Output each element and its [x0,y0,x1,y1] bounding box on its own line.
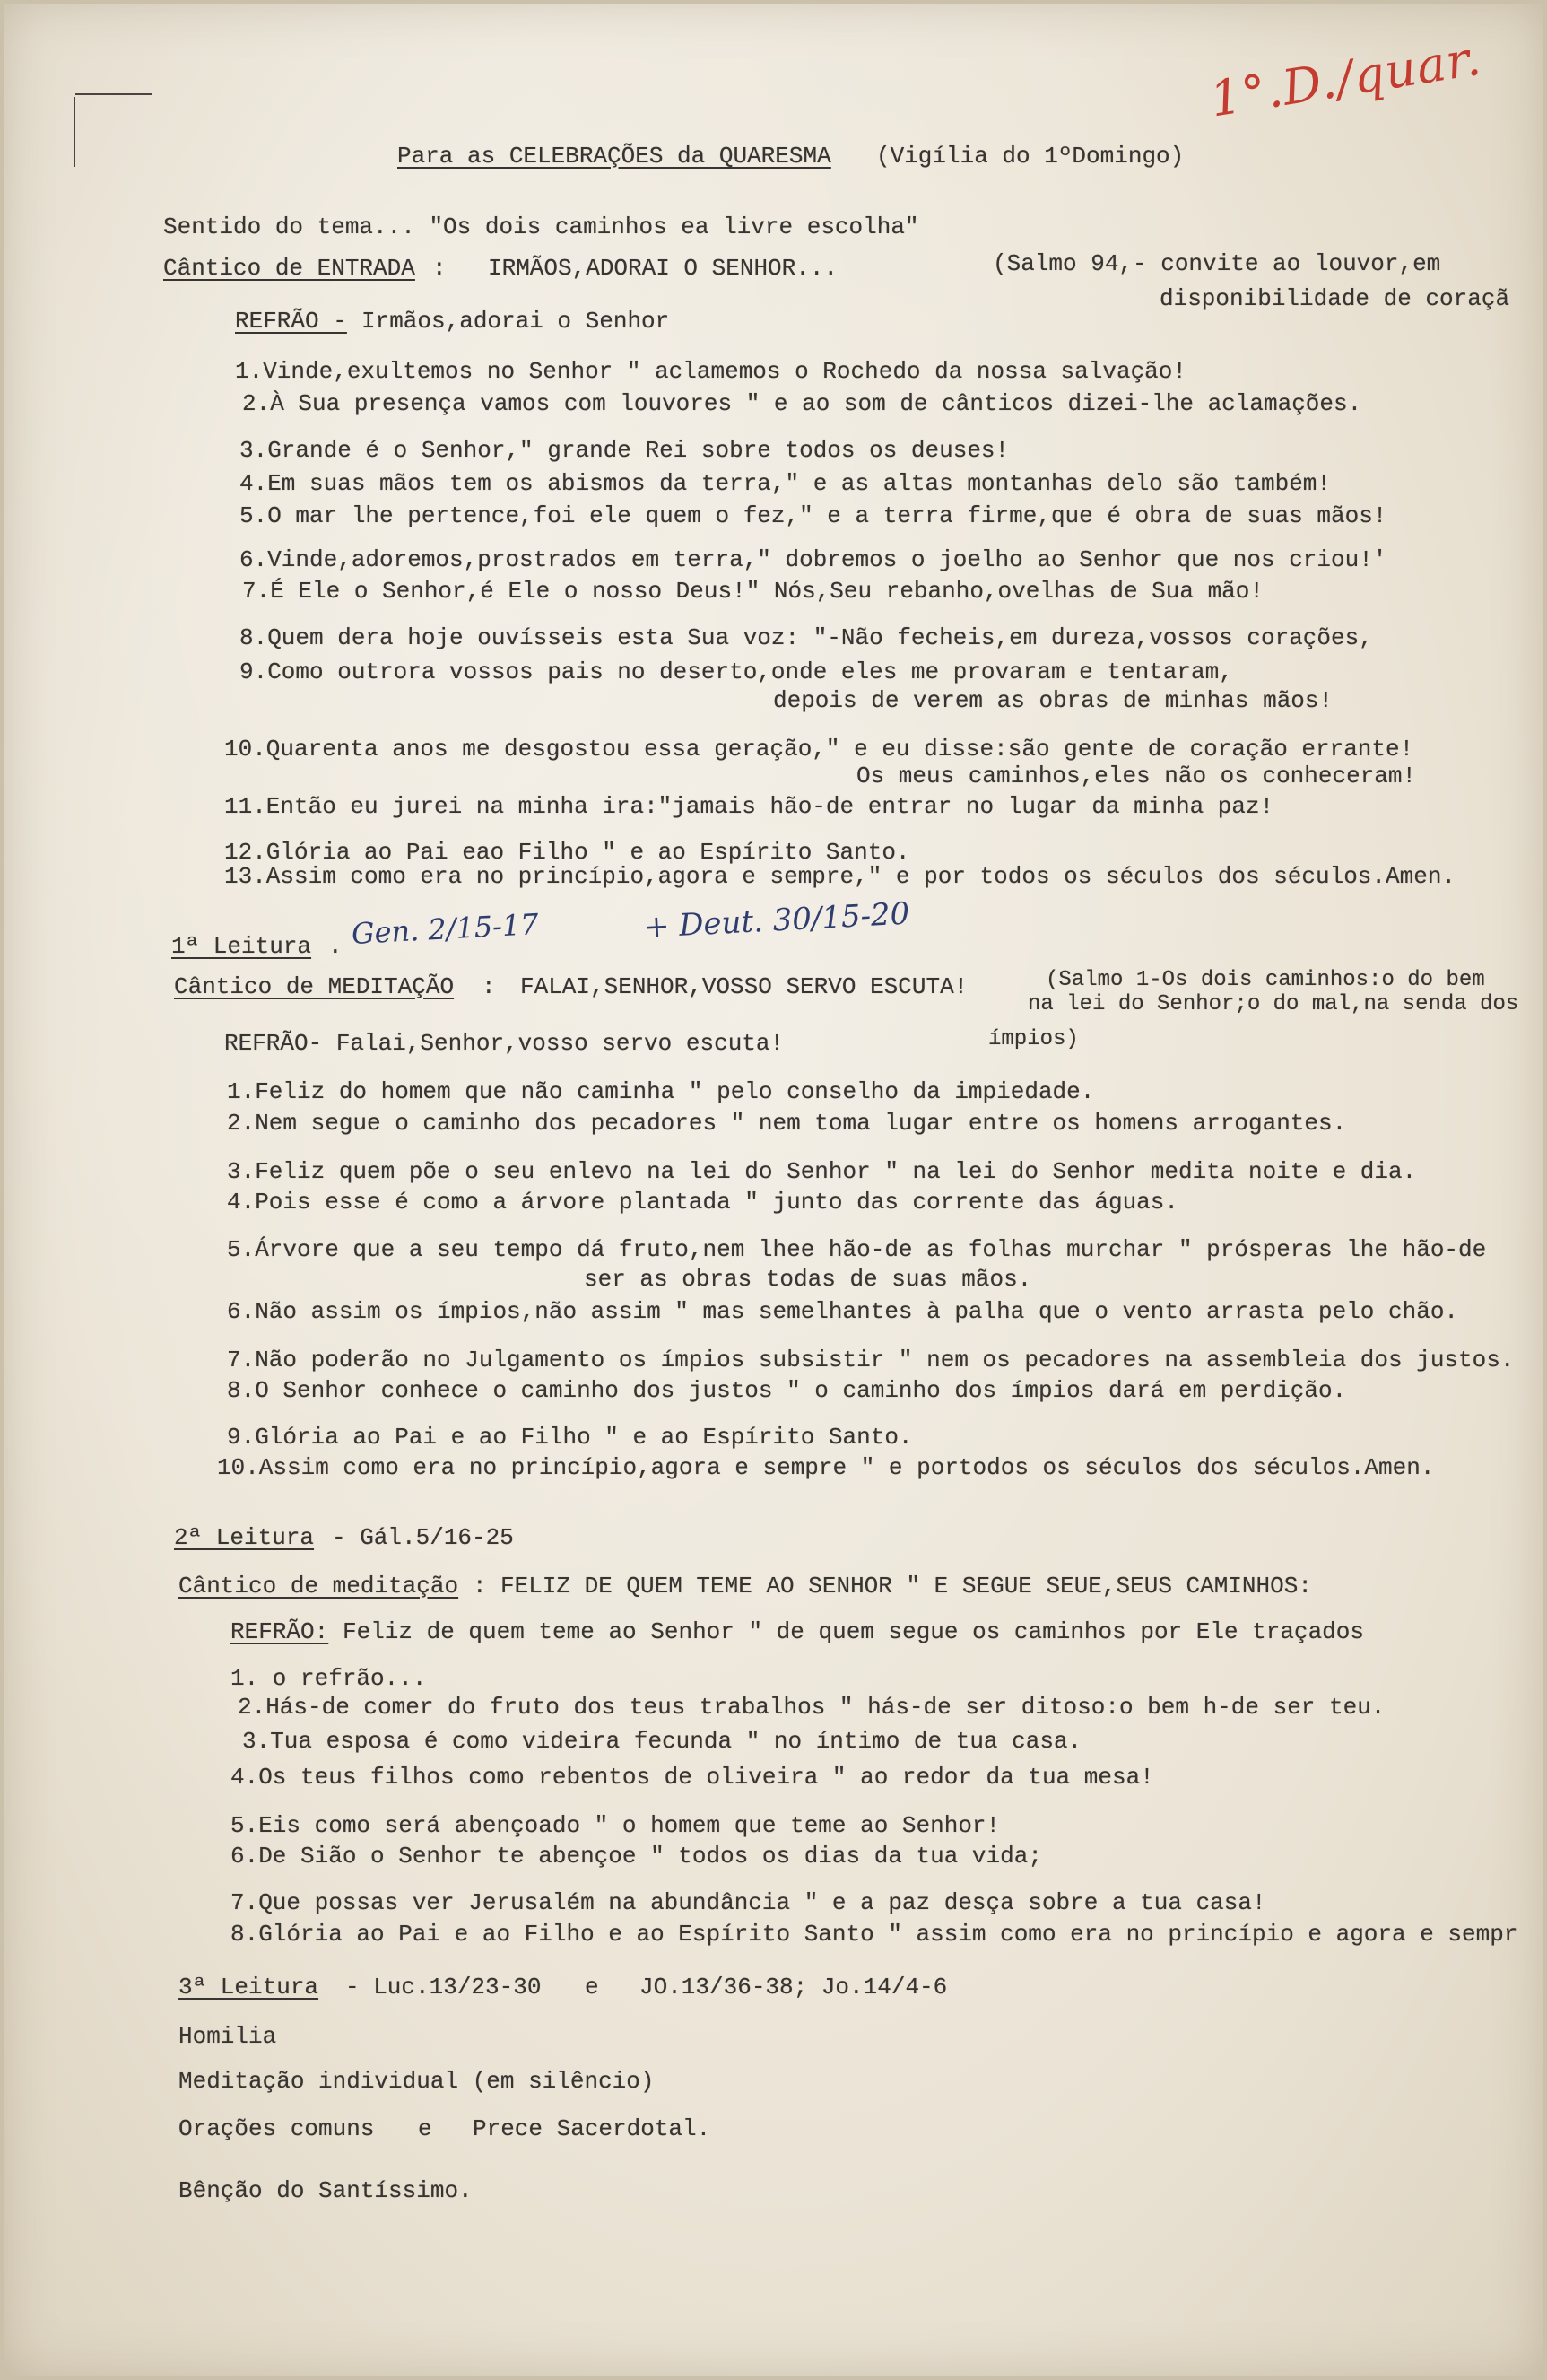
meditacao-note-line3: ímpios) [988,1027,1079,1051]
meditacao-verse-line: 2.Nem segue o caminho dos pecadores " nem toma lugar entre os homens arrogantes. [227,1110,1347,1137]
closing-prayers-end: Prece Sacerdotal. [473,2115,711,2142]
entrada-verse-line: 9.Como outrora vossos pais no deserto,onde eles me provaram e tentaram, [239,658,1233,685]
meditacao-verse-line: 7.Não poderão no Julgamento os ímpios subsistir " nem os pecadores na assembleia dos justos. [227,1347,1515,1373]
meditacao2-refrain-text: Feliz de quem teme ao Senhor " de quem segue os caminhos por Ele traçados [343,1618,1364,1645]
entrada-verse-line: 1.Vinde,exultemos no Senhor " aclamemos o Rochedo da nossa salvação! [235,358,1186,385]
entrada-verse-continuation: Os meus caminhos,eles não os conheceram! [856,763,1417,789]
entrada-verse-line: 8.Quem dera hoje ouvísseis esta Sua voz: "-Não fecheis,em dureza,vossos corações, [239,624,1373,651]
meditacao2-verse-line: 7.Que possas ver Jerusalém na abundância " e a paz desça sobre a tua casa! [230,1889,1266,1916]
entrada-note-line2: disponibilidade de coraçã [1160,285,1510,312]
meditacao2-song-title: FELIZ DE QUEM TEME AO SENHOR " E SEGUE SEUE,SEUS CAMINHOS: [500,1573,1312,1600]
reading3-label: 3ª Leitura [178,1974,319,2001]
meditacao2-verse-line: 2.Hás-de comer do fruto dos teus trabalhos " hás-de ser ditoso:o bem h-de ser teu. [238,1694,1386,1721]
closing-homily: Homilia [178,2023,277,2050]
closing-meditation: Meditação individual (em silêncio) [178,2068,655,2095]
meditacao-song-title: FALAI,SENHOR,VOSSO SERVO ESCUTA! [520,973,969,1000]
entrada-note-line1: (Salmo 94,- convite ao louvor,em [993,250,1441,277]
reading3-ref1: - Luc.13/23-30 [345,1974,542,2001]
entrada-refrain-text: Irmãos,adorai o Senhor [361,308,670,335]
closing-prayers-conjunction: e [418,2115,432,2142]
closing-blessing: Bênção do Santíssimo. [178,2177,473,2204]
document-title: Para as CELEBRAÇÕES da QUARESMA [397,143,831,170]
meditacao-refrain: REFRÃO- Falai,Senhor,vosso servo escuta! [224,1030,785,1057]
reading1-label: 1ª Leitura [171,933,312,960]
meditacao2-refrain-label: REFRÃO: [230,1618,329,1645]
meditacao2-heading: Cântico de meditação [178,1573,459,1600]
meditacao-verse-line: 1.Feliz do homem que não caminha " pelo conselho da impiedade. [227,1078,1095,1105]
vigil-subtitle: (Vigília do 1ºDomingo) [876,143,1185,170]
closing-prayers: Orações comuns [178,2115,375,2142]
entrada-refrain-label: REFRÃO - [235,308,347,335]
margin-mark-vertical [74,97,75,167]
meditacao-verse-line: 9.Glória ao Pai e ao Filho " e ao Espírito Santo. [227,1424,913,1451]
entrada-verse-line: 6.Vinde,adoremos,prostrados em terra," dobremos o joelho ao Senhor que nos criou!' [239,546,1387,573]
reading2-label: 2ª Leitura [174,1524,315,1551]
meditacao2-verse-line: 8.Glória ao Pai e ao Filho e ao Espírito Santo " assim como era no princípio e agora e sempr [230,1921,1518,1948]
meditacao-verse-line: 4.Pois esse é como a árvore plantada " junto das corrente das águas. [227,1189,1178,1216]
reading3-conjunction: e [585,1974,599,2001]
entrada-separator: : [432,255,447,282]
reading2-ref: - Gál.5/16-25 [332,1524,514,1551]
handwritten-corner-note: 1°.D./quar. [1206,29,1486,128]
meditacao2-verse-line: 6.De Sião o Senhor te abençoe " todos os dias da tua vida; [230,1843,1042,1870]
meditacao2-verse-line: 4.Os teus filhos como rebentos de oliveira " ao redor da tua mesa! [230,1764,1154,1791]
entrada-verse-line: 13.Assim como era no princípio,agora e sempre," e por todos os séculos dos séculos.Amen. [224,863,1456,890]
theme-line: Sentido do tema... "Os dois caminhos ea livre escolha" [163,214,919,240]
meditacao-verse-continuation: ser as obras todas de suas mãos. [584,1266,1032,1293]
meditacao-verse-line: 10.Assim como era no princípio,agora e sempre " e portodos os séculos dos séculos.Amen. [217,1454,1435,1481]
meditacao-separator: : [482,973,496,1000]
reading1-dot: . [328,933,343,960]
entrada-verse-line: 12.Glória ao Pai eao Filho " e ao Espírito Santo. [224,839,910,866]
meditacao2-separator: : [473,1573,487,1600]
meditacao-heading: Cântico de MEDITAÇÃO [174,973,455,1000]
meditacao-verse-line: 8.O Senhor conhece o caminho dos justos " o caminho dos ímpios dará em perdição. [227,1377,1347,1404]
meditacao2-verse-line: 5.Eis como será abençoado " o homem que teme ao Senhor! [230,1812,1001,1839]
margin-mark-horizontal [75,93,152,95]
meditacao-note-line1: (Salmo 1-Os dois caminhos:o do bem [1046,968,1485,992]
reading1-handwritten-ref2: + Deut. 30/15-20 [642,895,911,946]
meditacao-verse-line: 5.Árvore que a seu tempo dá fruto,nem lhee hão-de as folhas murchar " prósperas lhe hão-de [227,1236,1487,1263]
meditacao-note-line2: na lei do Senhor;o do mal,na senda dos [1028,992,1519,1016]
entrada-verse-continuation: depois de verem as obras de minhas mãos! [773,687,1334,714]
entrada-verse-line: 4.Em suas mãos tem os abismos da terra," e as altas montanhas delo são também! [239,470,1331,497]
entrada-song-title: IRMÃOS,ADORAI O SENHOR... [488,255,839,282]
entrada-verse-line: 5.O mar lhe pertence,foi ele quem o fez," e a terra firme,que é obra de suas mãos! [239,502,1387,529]
entrada-verse-line: 3.Grande é o Senhor," grande Rei sobre todos os deuses! [239,437,1010,464]
entrada-verse-line: 10.Quarenta anos me desgostou essa geração," e eu disse:são gente de coração errante! [224,736,1414,763]
meditacao2-verse-line: 1. o refrão... [230,1665,427,1692]
reading1-handwritten-ref1: Gen. 2/15-17 [351,907,540,951]
meditacao-verse-line: 3.Feliz quem põe o seu enlevo na lei do Senhor " na lei do Senhor medita noite e dia. [227,1158,1417,1185]
entrada-verse-line: 2.À Sua presença vamos com louvores " e ao som de cânticos dizei-lhe aclamações. [242,390,1362,417]
entrada-heading: Cântico de ENTRADA [163,255,415,282]
entrada-verse-line: 11.Então eu jurei na minha ira:"jamais hão-de entrar no lugar da minha paz! [224,793,1274,820]
entrada-verse-line: 7.É Ele o Senhor,é Ele o nosso Deus!" Nós,Seu rebanho,ovelhas de Sua mão! [242,578,1264,605]
meditacao2-verse-line: 3.Tua esposa é como videira fecunda " no íntimo de tua casa. [242,1728,1082,1755]
reading3-ref2: JO.13/36-38; Jo.14/4-6 [639,1974,948,2001]
meditacao-verse-line: 6.Não assim os ímpios,não assim " mas semelhantes à palha que o vento arrasta pelo chão. [227,1298,1459,1325]
